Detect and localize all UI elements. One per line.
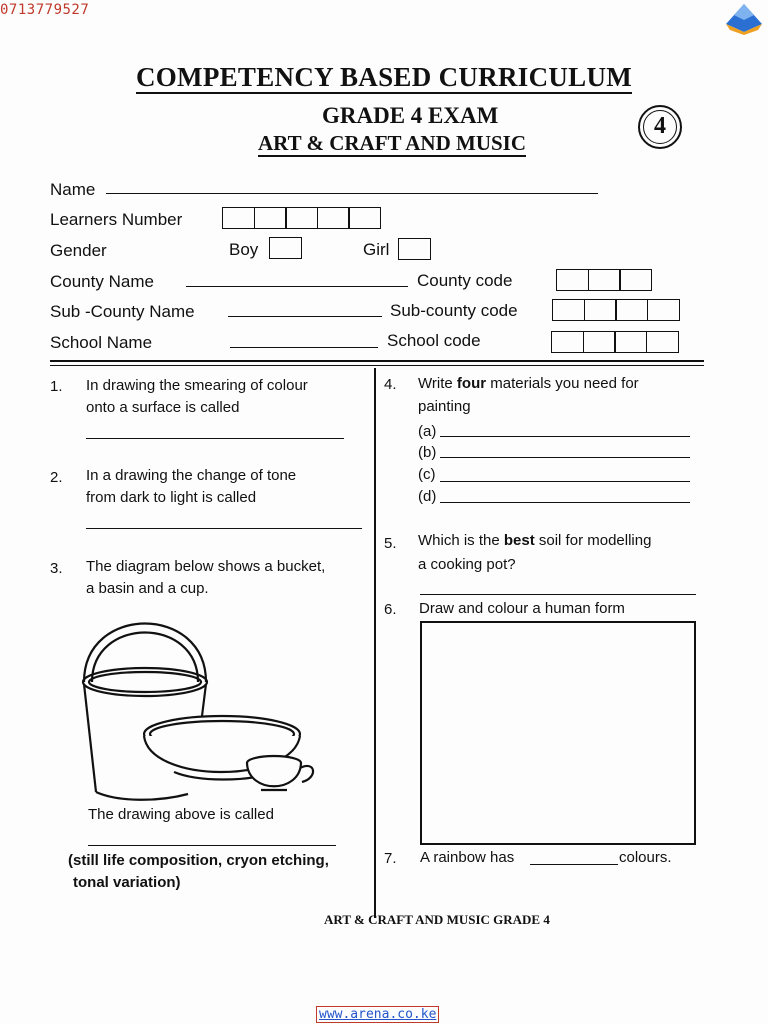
learners-number-label: Learners Number [50,210,183,229]
subcounty-code-label: Sub-county code [390,301,518,320]
county-code-label: County code [417,271,513,290]
page-footer: ART & CRAFT AND MUSIC GRADE 4 [324,912,550,927]
paper-number-badge: 4 [638,105,682,149]
q4-line1: Write four materials you need for [418,375,639,392]
name-label: Name [50,180,96,199]
q4-option-c-label: (c) [418,466,436,483]
section-divider-top [50,360,704,362]
q3-line2: a basin and a cup. [86,580,209,597]
q4-answer-c-line[interactable] [440,481,690,482]
school-code-label: School code [387,331,481,350]
girl-label: Girl [363,240,390,259]
county-name-label: County Name [50,272,154,291]
q7-text-post: colours. [619,849,672,866]
q4-answer-d-line[interactable] [440,502,690,503]
q3-answer-line[interactable] [88,845,336,846]
source-url-link[interactable]: www.arena.co.ke [316,1006,439,1023]
subcounty-name-field[interactable] [228,316,382,317]
q3-options-line2: tonal variation) [73,874,181,891]
county-name-field[interactable] [186,286,408,287]
q5-line1: Which is the best soil for modelling [418,532,652,549]
column-divider [374,368,376,918]
q2-line1: In a drawing the change of tone [86,467,297,484]
q4-line2: painting [418,398,471,415]
q7-text-pre: A rainbow has [420,849,515,866]
subcounty-code-boxes[interactable] [552,299,678,321]
q3-caption: The drawing above is called [88,806,274,823]
q4-answer-b-line[interactable] [440,457,690,458]
county-code-boxes[interactable] [556,269,651,291]
phone-watermark: 0713779527 [0,2,90,18]
q6-text: Draw and colour a human form [419,600,625,617]
q6-drawing-box[interactable] [420,621,696,845]
girl-checkbox[interactable] [398,238,430,260]
q1-number: 1. [50,378,63,395]
school-name-label: School Name [50,333,153,352]
publisher-logo-icon [724,2,764,36]
q3-line1: The diagram below shows a bucket, [86,558,326,575]
q5-answer-line[interactable] [420,594,696,595]
q4-option-b-label: (b) [418,444,437,461]
q5-line2: a cooking pot? [418,556,516,573]
q2-number: 2. [50,469,63,486]
q7-number: 7. [384,850,397,867]
bucket-basin-cup-drawing [78,612,328,807]
curriculum-title: COMPETENCY BASED CURRICULUM [135,62,633,92]
q4-number: 4. [384,376,397,393]
q7-answer-line[interactable] [530,864,618,865]
q2-answer-line[interactable] [86,528,362,529]
subcounty-name-label: Sub -County Name [50,302,195,321]
boy-label: Boy [229,240,259,259]
q1-answer-line[interactable] [86,438,344,439]
boy-checkbox[interactable] [269,237,301,259]
learners-number-boxes[interactable] [222,207,380,229]
name-field[interactable] [106,193,598,194]
q1-line1: In drawing the smearing of colour [86,377,308,394]
subject-title: ART & CRAFT AND MUSIC [258,131,527,155]
gender-label: Gender [50,241,107,260]
q4-option-d-label: (d) [418,488,437,505]
school-code-boxes[interactable] [551,331,677,353]
q3-options-line1: (still life composition, cryon etching, [68,852,329,869]
q1-line2: onto a surface is called [86,399,240,416]
q3-number: 3. [50,560,63,577]
section-divider-bottom [50,365,704,366]
q4-answer-a-line[interactable] [440,436,690,437]
school-name-field[interactable] [230,347,378,348]
q5-number: 5. [384,535,397,552]
q6-number: 6. [384,601,397,618]
q4-option-a-label: (a) [418,423,437,440]
exam-grade-title: GRADE 4 EXAM [322,103,499,128]
q2-line2: from dark to light is called [86,489,257,506]
